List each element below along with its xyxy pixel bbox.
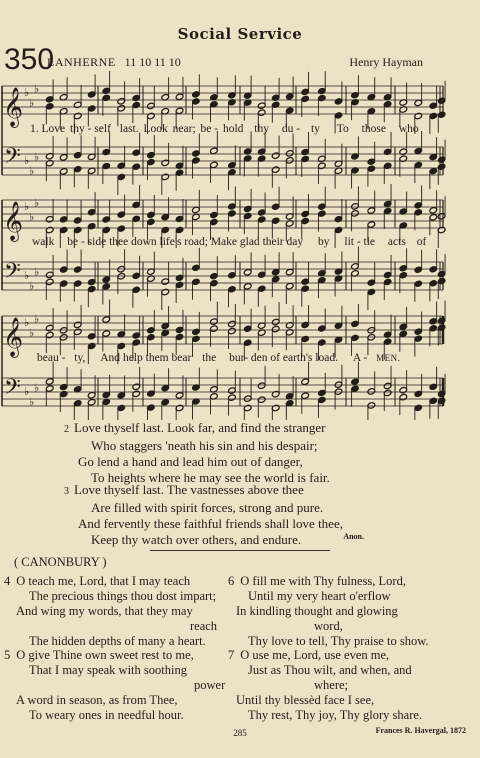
stanza-line: And fervently these faithful friends shall love thee, [78,516,343,531]
lyric-syllable: help [122,352,143,364]
verse-5 [4,648,226,723]
verse-7 [228,648,474,723]
stanza-line: Go lend a hand and lead him out of danger, [78,454,303,469]
lyric-syllable: bear [171,352,192,364]
verse-4 [4,574,226,649]
clef-glyph: ♭ [24,154,30,167]
divider [150,550,330,551]
author-name: Henry Hayman [349,55,423,69]
verse-line: O teach me, Lord, that I may teach [16,574,191,588]
lyric-syllable: glad [239,236,260,248]
lyric-syllable: Look [143,123,168,135]
verse-line: Thy love to tell, Thy praise to show. [248,634,429,648]
verse-line: Just as Thou wilt, and when, and [248,663,412,677]
clef-glyph: ♭ [24,86,30,99]
lyric-syllable: And [100,352,121,364]
clef-glyph: ♭ [29,395,35,409]
clef-glyph: 𝄢 [4,259,21,289]
stanza-line: Love thyself last. The vastnesses above thee [74,482,304,497]
verse-line: That I may speak with soothing [29,663,187,677]
verse-number: 7 [228,648,235,662]
lyric-syllable: life's [159,236,182,248]
clef-glyph: 𝄞 [3,201,24,241]
verse-line: reach [190,619,218,633]
stanza-number: 3 [64,486,69,497]
stanza-line: Are filled with spirit forces, strong and pure. [91,500,324,515]
lyric-syllable: du - [281,123,301,135]
verse-line: O give Thine own sweet rest to me, [16,648,194,662]
verse-line: In kindling thought and glowing [236,604,398,618]
lyric-syllable: beau - [37,352,66,364]
verse-line: The hidden depths of many a heart. [29,634,206,648]
lyric-syllable: of [270,352,280,364]
clef-glyph: ♭ [34,312,40,326]
clef-glyph: ♭ [34,196,40,210]
verse-line: Until thy blessèd face I see, [236,693,375,707]
stanza-line: Keep thy watch over others, and endure. [91,532,302,547]
clef-glyph: ♭ [34,82,40,96]
lyric-syllable: road; [184,236,208,248]
lyric-syllable: ty, [74,352,86,364]
lyrics-line-3 [37,352,400,364]
stanza-2 [64,420,330,486]
lyric-syllable: 1. Love [30,123,66,135]
clef-glyph: ♭ [29,279,35,293]
clef-glyph: ♭ [29,326,35,340]
verse-line: The precious things thou dost impart; [29,589,217,603]
page-number: 285 [233,728,247,738]
clef-glyph: ♭ [34,150,40,164]
lyric-syllable: walk [32,236,55,248]
clef-glyph: ♭ [29,96,35,110]
lyric-syllable: thy - [70,123,92,135]
stanza-3 [64,482,343,548]
verse-line: A word in season, as from Thee, [16,693,178,707]
tune-name: LANHERNE [47,55,116,69]
lyric-syllable: last. [119,123,139,135]
clef-glyph: ♭ [34,381,40,395]
clef-glyph: 𝄢 [4,144,21,174]
lyric-syllable: earth's [282,352,313,364]
hymn-number: 350 [4,43,55,76]
lyric-syllable: MEN. [376,353,401,363]
lyric-syllable: Make [210,236,237,248]
clef-glyph: 𝄞 [3,87,24,127]
verse-line: power [194,678,226,692]
verse-line: To weary ones in needful hour. [29,708,184,722]
clef-glyph: 𝄢 [4,375,21,405]
verse-6 [228,574,474,649]
stanza-line: Love thyself last. Look far, and find the stranger [74,420,326,435]
lyric-syllable: To [336,123,349,135]
lyric-syllable: of [416,236,427,248]
meter: 11 10 11 10 [124,55,181,69]
lyric-syllable: those [361,123,386,135]
verse-line: O fill me with Thy fulness, Lord, [240,574,406,588]
lyric-syllable: their [262,236,284,248]
stanza-number: 2 [64,424,69,435]
stanza-line: To heights where he may see the world is fair. [91,470,330,485]
clef-glyph: ♭ [24,316,30,329]
lyric-syllable: down [131,236,157,248]
lyric-syllable: ty [310,123,320,135]
havergal-credit: Frances R. Havergal, 1872 [375,726,466,735]
verse-number: 5 [4,648,11,662]
verse-line: O use me, Lord, use even me, [240,648,390,662]
verse-line: And wing my words, that they may [16,604,193,618]
clef-glyph: ♭ [24,385,30,398]
lyrics-line-2 [32,236,426,248]
clef-glyph: ♭ [24,269,30,282]
lyric-syllable: be - [67,236,85,248]
verse-number: 4 [4,574,11,588]
anon-credit: Anon. [343,532,364,541]
lyric-syllable: hold [222,123,244,135]
clef-glyph: ♭ [34,265,40,279]
lyrics-line-1 [30,123,419,135]
verse-line: where; [314,678,349,692]
lyric-syllable: be - [200,123,219,135]
verse-line: word, [314,619,343,633]
clef-glyph: ♭ [29,210,35,224]
clef-glyph: ♭ [24,200,30,213]
lyric-syllable: acts [387,236,406,248]
lyric-syllable: bur- [229,352,249,364]
lyric-syllable: the [202,352,217,364]
verse-line: Until my very heart o'erflow [248,589,391,603]
lyric-syllable: den [250,352,268,364]
lyric-syllable: who [398,123,419,135]
lyric-syllable: A - [352,352,368,364]
lyric-syllable: by [318,236,330,248]
lyric-syllable: load. [315,352,338,364]
lyric-syllable: near; [172,123,196,135]
lyric-syllable: lit - [344,236,361,248]
second-tune-name: ( CANONBURY ) [14,555,107,569]
verse-number: 6 [228,574,235,588]
lyric-syllable: side thee [87,236,129,248]
lyric-syllable: thy [254,123,269,135]
section-title: Social Service [177,25,303,43]
lyric-syllable: day [286,236,304,248]
lyric-syllable: them [145,352,169,364]
lyric-syllable: self [94,123,111,135]
stanza-line: Who staggers 'neath his sin and his despair; [91,438,318,453]
clef-glyph: 𝄞 [3,317,24,357]
lyric-syllable: tle [363,236,376,248]
clef-glyph: ♭ [29,164,35,178]
verse-line: Thy rest, Thy joy, Thy glory share. [248,708,423,722]
